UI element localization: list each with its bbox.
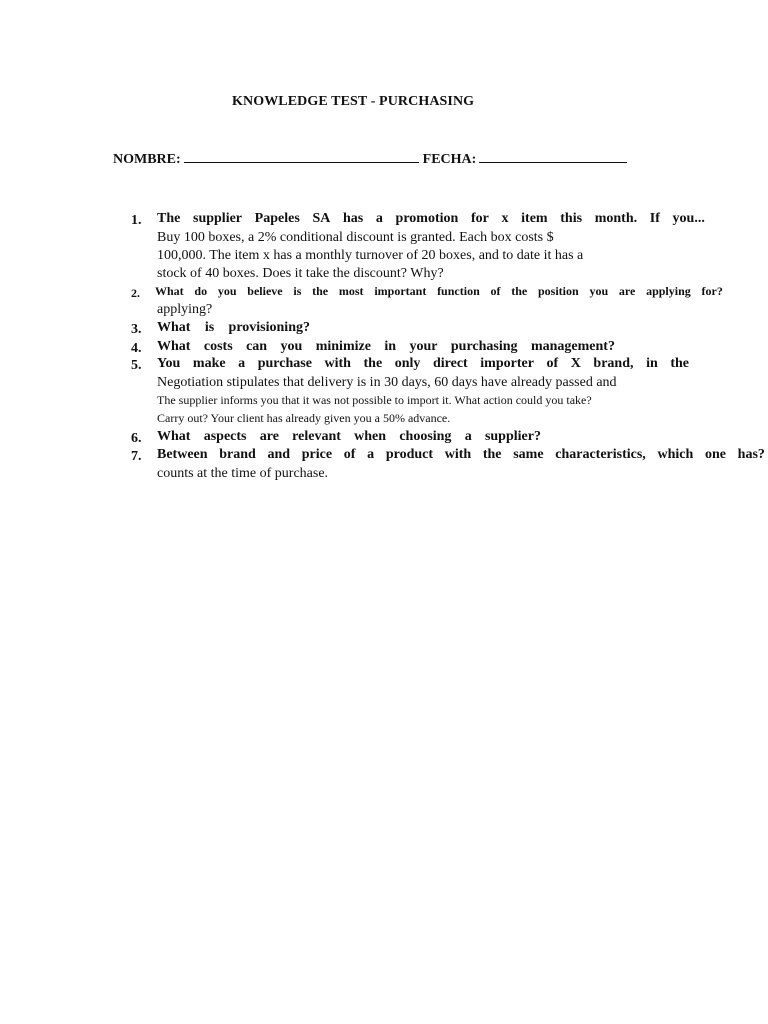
heading-word: What	[157, 320, 191, 335]
heading-word: of	[490, 284, 501, 298]
question-2-line-1: applying?	[157, 302, 213, 317]
heading-word: product	[385, 447, 434, 462]
heading-word: minimize	[315, 339, 371, 354]
question-5-line-3: Carry out? Your client has already given you a 50% advance.	[157, 411, 451, 425]
date-blank-line	[479, 150, 627, 163]
heading-word: make	[192, 356, 226, 371]
heading-word: If	[649, 211, 660, 226]
heading-word: most	[338, 284, 364, 298]
question-2-number: 2.	[131, 286, 140, 300]
heading-word: The	[157, 211, 181, 226]
heading-word: this	[560, 211, 583, 226]
heading-word: month.	[594, 211, 638, 226]
heading-word: is	[204, 320, 215, 335]
heading-word: supplier	[193, 211, 243, 226]
question-7-heading	[157, 447, 765, 463]
question-5-number: 5.	[131, 358, 142, 373]
heading-word: the	[363, 356, 383, 371]
heading-word: has	[343, 211, 364, 226]
heading-word: for?	[701, 284, 723, 298]
heading-word: has?	[737, 447, 765, 462]
heading-word: Between	[157, 447, 208, 462]
heading-word: brand,	[593, 356, 634, 371]
heading-word: of	[546, 356, 559, 371]
heading-word: promotion	[395, 211, 459, 226]
heading-word: What	[157, 429, 191, 444]
heading-word: you	[217, 284, 237, 298]
heading-word: purchasing	[450, 339, 518, 354]
heading-word: believe	[247, 284, 283, 298]
heading-word: of	[343, 447, 356, 462]
heading-word: same	[513, 447, 544, 462]
heading-word: the	[511, 284, 528, 298]
question-2-heading	[155, 284, 723, 299]
heading-word: choosing	[399, 429, 452, 444]
heading-word: with	[444, 447, 472, 462]
heading-word: Papeles	[254, 211, 300, 226]
heading-word: are	[259, 429, 279, 444]
question-5-line-2: The supplier informs you that it was not possible to import it. What action could you take?	[157, 393, 592, 407]
heading-word: You	[157, 356, 181, 371]
heading-word: in	[384, 339, 397, 354]
question-3-heading	[157, 320, 310, 336]
date-label: FECHA:	[422, 152, 477, 167]
heading-word: do	[194, 284, 208, 298]
question-7-number: 7.	[131, 449, 142, 464]
heading-word: a	[367, 447, 375, 462]
question-1-line-1: Buy 100 boxes, a 2% conditional discount is granted. Each box costs $	[157, 230, 554, 245]
heading-word: for	[470, 211, 489, 226]
question-1-line-3: stock of 40 boxes. Does it take the discount? Why?	[157, 266, 444, 281]
heading-word: your	[409, 339, 438, 354]
header-fields	[113, 150, 627, 168]
question-4-heading	[157, 339, 615, 355]
heading-word: x	[501, 211, 509, 226]
name-blank-line	[184, 150, 419, 163]
question-6-number: 6.	[131, 431, 142, 446]
heading-word: management?	[530, 339, 615, 354]
heading-word: importer	[480, 356, 534, 371]
heading-word: a	[375, 211, 383, 226]
heading-word: a	[238, 356, 246, 371]
heading-word: SA	[312, 211, 331, 226]
heading-word: one	[704, 447, 726, 462]
heading-word: What	[155, 284, 184, 298]
heading-word: provisioning?	[228, 320, 310, 335]
heading-word: which	[657, 447, 694, 462]
heading-word: costs	[203, 339, 233, 354]
heading-word: characteristics,	[555, 447, 646, 462]
heading-word: a	[464, 429, 472, 444]
heading-word: and	[267, 447, 291, 462]
heading-word: the	[482, 447, 502, 462]
heading-word: is	[293, 284, 302, 298]
heading-word: relevant	[292, 429, 341, 444]
document-title: KNOWLEDGE TEST - PURCHASING	[232, 94, 475, 109]
heading-word: direct	[432, 356, 468, 371]
question-4-number: 4.	[131, 341, 142, 356]
heading-word: What	[157, 339, 191, 354]
heading-word: X	[570, 356, 581, 371]
heading-word: you	[280, 339, 303, 354]
question-5-heading	[157, 356, 689, 372]
heading-word: you...	[672, 211, 705, 226]
heading-word: function	[437, 284, 480, 298]
heading-word: in	[646, 356, 658, 371]
heading-word: with	[324, 356, 351, 371]
heading-word: purchase	[257, 356, 312, 371]
heading-word: the	[670, 356, 689, 371]
heading-word: item	[521, 211, 548, 226]
heading-word: are	[618, 284, 636, 298]
question-1-line-2: 100,000. The item x has a monthly turnover of 20 boxes, and to date it has a	[157, 248, 584, 263]
question-7-line-1: counts at the time of purchase.	[157, 466, 329, 481]
question-1-heading	[157, 211, 705, 227]
heading-word: supplier?	[484, 429, 541, 444]
question-5-line-1: Negotiation stipulates that delivery is in 30 days, 60 days have already passed and	[157, 375, 617, 390]
heading-word: important	[374, 284, 427, 298]
heading-word: position	[538, 284, 579, 298]
heading-word: can	[246, 339, 268, 354]
question-1-number: 1.	[131, 213, 142, 228]
question-3-number: 3.	[131, 322, 142, 337]
name-label: NOMBRE:	[113, 152, 181, 167]
heading-word: the	[312, 284, 329, 298]
heading-word: price	[301, 447, 333, 462]
heading-word: when	[354, 429, 387, 444]
heading-word: aspects	[203, 429, 247, 444]
question-6-heading	[157, 429, 541, 445]
heading-word: brand	[219, 447, 256, 462]
heading-word: you	[589, 284, 609, 298]
heading-word: only	[394, 356, 421, 371]
heading-word: applying	[646, 284, 691, 298]
